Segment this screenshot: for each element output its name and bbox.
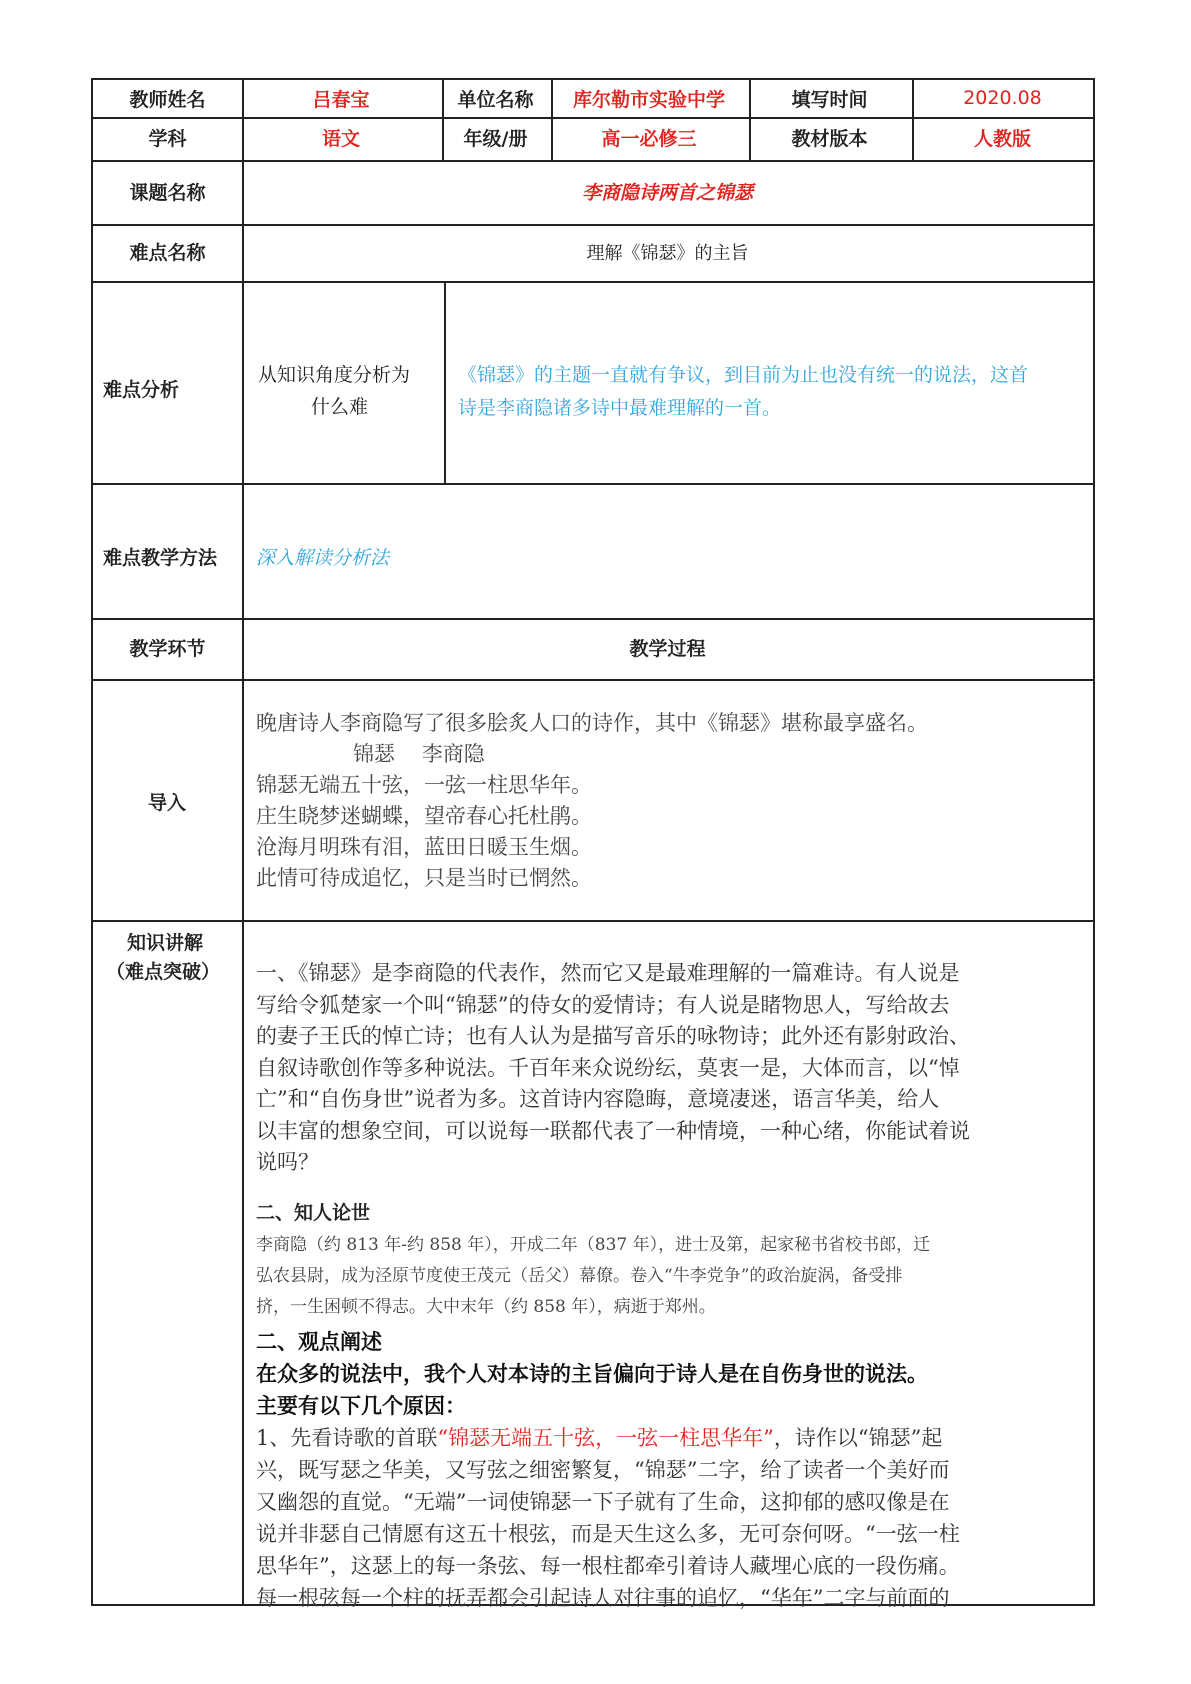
unit-label: 单位名称 bbox=[457, 88, 534, 111]
analysis-text-line-2: 诗是李商隐诸多诗中最难理解的一首。 bbox=[458, 397, 782, 419]
intro-line: 晚唐诗人李商隐写了很多脍炙人口的诗作，其中《锦瑟》堪称最享盛名。 bbox=[256, 711, 928, 735]
analysis-sub-label-1: 从知识角度分析为 bbox=[258, 364, 411, 386]
knowledge-line: 的妻子王氏的悼亡诗；也有人认为是描写音乐的咏物诗；此外还有影射政治、 bbox=[256, 1024, 970, 1048]
method-label: 难点教学方法 bbox=[103, 547, 218, 569]
intro-line: 此情可待成追忆，只是当时已惘然。 bbox=[256, 866, 592, 890]
intro-line: 庄生晓梦迷蝴蝶，望帝春心托杜鹃。 bbox=[256, 804, 592, 828]
section-2-line: 弘农县尉，成为泾原节度使王茂元（岳父）幕僚。卷入“牛李党争”的政治旋涡，备受排 bbox=[256, 1266, 903, 1286]
intro-text bbox=[256, 708, 928, 894]
edition-label: 教材版本 bbox=[791, 128, 868, 150]
knowledge-line: 以丰富的想象空间，可以说每一联都代表了一种情境，一种心绪，你能试着说 bbox=[256, 1118, 970, 1143]
process-header-label: 教学环节 bbox=[129, 638, 206, 660]
knowledge-line: 说吗？ bbox=[256, 1150, 319, 1174]
method-value: 深入解读分析法 bbox=[256, 547, 390, 569]
reason-1-quote: “锦瑟无端五十弦，一弦一柱思华年” bbox=[437, 1426, 774, 1450]
date-label: 填写时间 bbox=[791, 88, 868, 111]
section-3-statement: 在众多的说法中，我个人对本诗的主旨偏向于诗人是在自伤身世的说法。 bbox=[256, 1362, 928, 1386]
section-2-title: 二、知人论世 bbox=[256, 1202, 371, 1224]
grade-label: 年级/册 bbox=[463, 128, 528, 150]
analysis-text-line-1: 《锦瑟》的主题一直就有争议，到目前为止也没有统一的说法，这首 bbox=[458, 364, 1029, 386]
unit-value: 库尔勒市实验中学 bbox=[572, 88, 725, 111]
reason-1-prefix: 1、先看诗歌的首联 bbox=[256, 1426, 438, 1450]
knowledge-label: 知识讲解 bbox=[127, 932, 204, 954]
subject-value: 语文 bbox=[321, 128, 360, 150]
teacher-label: 教师姓名 bbox=[129, 88, 206, 111]
difficulty-value: 理解《锦瑟》的主旨 bbox=[586, 242, 749, 264]
process-header-value: 教学过程 bbox=[629, 638, 706, 660]
intro-line: 沧海月明珠有泪，蓝田日暖玉生烟。 bbox=[256, 835, 592, 859]
col-divider-analysis bbox=[444, 281, 446, 485]
intro-poem-title: 锦瑟 李商隐 bbox=[353, 742, 485, 766]
reason-1-line: 思华年”，这瑟上的每一条弦、每一根柱都牵引着诗人藏埋心底的一段伤痛。 bbox=[256, 1554, 960, 1578]
difficulty-label: 难点名称 bbox=[129, 242, 206, 264]
topic-label: 课题名称 bbox=[129, 181, 206, 204]
subject-label: 学科 bbox=[148, 128, 187, 150]
grade-value: 高一必修三 bbox=[601, 128, 697, 150]
section-2-line: 挤，一生困顿不得志。大中末年（约 858 年），病逝于郑州。 bbox=[256, 1297, 716, 1317]
section-2-text bbox=[256, 1230, 930, 1323]
section-3-title: 二、观点阐述 bbox=[256, 1330, 382, 1354]
knowledge-sub-label: （难点突破） bbox=[106, 961, 221, 983]
reason-1-text bbox=[256, 1422, 960, 1614]
reason-1-line: 兴，既写瑟之华美，又写弦之细密繁复，“锦瑟”二字，给了读者一个美好而 bbox=[256, 1458, 950, 1482]
date-value: 2020.08 bbox=[963, 87, 1042, 109]
section-3-reasons-intro: 主要有以下几个原因： bbox=[256, 1394, 466, 1418]
reason-1-suffix: ，诗作以“锦瑟”起 bbox=[773, 1426, 943, 1450]
analysis-sub-label-2: 什么难 bbox=[311, 396, 369, 418]
reason-1-line: 说并非瑟自己情愿有这五十根弦，而是天生这么多，无可奈何呀。“一弦一柱 bbox=[256, 1522, 960, 1546]
knowledge-line: 写给令狐楚家一个叫“锦瑟”的侍女的爱情诗；有人说是睹物思人，写给故去 bbox=[256, 992, 950, 1017]
knowledge-line: 亡”和“自伤身世”说者为多。这首诗内容隐晦，意境凄迷，语言华美，给人 bbox=[256, 1087, 940, 1111]
knowledge-line: 一、《锦瑟》是李商隐的代表作，然而它又是最难理解的一篇难诗。有人说是 bbox=[256, 961, 960, 985]
teacher-value: 吕春宝 bbox=[312, 88, 370, 111]
edition-value: 人教版 bbox=[973, 128, 1031, 150]
section-2-line: 李商隐（约 813 年-约 858 年），开成二年（837 年），进士及第，起家秘书省校书郎，迁 bbox=[256, 1235, 931, 1255]
analysis-label: 难点分析 bbox=[103, 379, 180, 401]
knowledge-line: 自叙诗歌创作等多种说法。千百年来众说纷纭，莫衷一是，大体而言，以“悼 bbox=[256, 1055, 960, 1080]
intro-label: 导入 bbox=[148, 792, 187, 814]
knowledge-paragraph-1 bbox=[256, 958, 970, 1179]
reason-1-line: 又幽怨的直觉。“无端”一词使锦瑟一下子就有了生命，这抑郁的感叹像是在 bbox=[256, 1490, 950, 1514]
reason-1-line: 每一根弦每一个柱的抚弄都会引起诗人对往事的追忆，“华年”二字与前面的 bbox=[256, 1586, 950, 1610]
topic-value: 李商隐诗两首之锦瑟 bbox=[581, 181, 753, 204]
reason-1-first-line bbox=[256, 1422, 960, 1454]
col-divider-label bbox=[242, 80, 244, 1604]
intro-line: 锦瑟无端五十弦，一弦一柱思华年。 bbox=[256, 773, 592, 797]
